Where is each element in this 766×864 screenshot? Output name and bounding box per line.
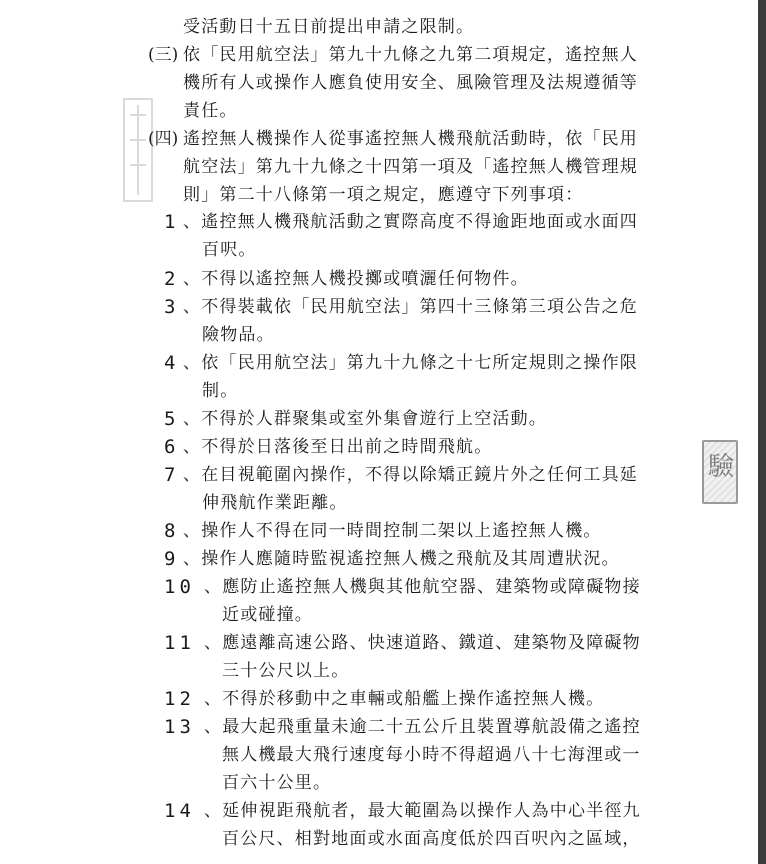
- continuation-text: 制。: [202, 381, 239, 401]
- continuation-text: 無人機最大飛行速度每小時不得超過八十七海浬或一: [222, 745, 641, 765]
- list-item-text: 、應防止遙控無人機與其他航空器、建築物或障礙物接: [204, 577, 641, 597]
- list-item-text: 、不得以遙控無人機投擲或噴灑任何物件。: [183, 269, 529, 289]
- continuation-text: 百六十公里。: [222, 773, 332, 793]
- item-number: 10: [164, 576, 195, 598]
- list-item-text: 、不得於移動中之車輛或船艦上操作遙控無人機。: [204, 689, 605, 709]
- item-number: 4: [164, 352, 176, 374]
- list-item-text: 、不得於日落後至日出前之時間飛航。: [183, 437, 493, 457]
- item-number: 9: [164, 548, 176, 570]
- list-item-text: 遙控無人機操作人從事遙控無人機飛航活動時，依「民用: [183, 129, 638, 149]
- continuation-text: 則」第二十八條第一項之規定，應遵守下列事項：: [183, 185, 584, 205]
- item-number: 3: [164, 296, 176, 318]
- continuation-text: 責任。: [183, 101, 238, 121]
- item-number: 7: [164, 464, 176, 486]
- list-item-text: 、不得於人群聚集或室外集會遊行上空活動。: [183, 409, 547, 429]
- continuation-text: 航空法」第九十九條之十四第一項及「遙控無人機管理規: [183, 157, 638, 177]
- continuation-text: 近或碰撞。: [222, 605, 313, 625]
- list-item-text: 、不得裝載依「民用航空法」第四十三條第三項公告之危: [183, 297, 638, 317]
- page-edge-divider: [758, 0, 766, 864]
- list-item-text: 、遙控無人機飛航活動之實際高度不得逾距地面或水面四: [183, 212, 638, 232]
- continuation-text: 三十公尺以上。: [222, 661, 350, 681]
- item-number: 2: [164, 268, 176, 290]
- continuation-text: 百呎。: [202, 240, 257, 260]
- item-number: 1: [164, 211, 176, 233]
- section-marker: (三): [148, 45, 179, 65]
- item-number: 6: [164, 436, 176, 458]
- item-number: 5: [164, 408, 176, 430]
- faint-watermark: [120, 95, 156, 205]
- list-item-text: 、操作人應隨時監視遙控無人機之飛航及其周遭狀況。: [183, 549, 620, 569]
- item-number: 8: [164, 520, 176, 542]
- verification-seal: [702, 440, 738, 504]
- continuation-text: 險物品。: [202, 325, 275, 345]
- continuation-text: 伸飛航作業距離。: [202, 493, 348, 513]
- item-number: 14: [164, 800, 195, 822]
- item-number: 13: [164, 716, 195, 738]
- section-marker: (四): [148, 129, 179, 149]
- list-item-text: 、延伸視距飛航者，最大範圍為以操作人為中心半徑九: [204, 801, 641, 821]
- item-number: 11: [164, 632, 195, 654]
- list-item-text: 、依「民用航空法」第九十九條之十七所定規則之操作限: [183, 353, 638, 373]
- item-number: 12: [164, 688, 195, 710]
- list-item-text: 、在目視範圍內操作，不得以除矯正鏡片外之任何工具延: [183, 465, 638, 485]
- continuation-text: 百公尺、相對地面或水面高度低於四百呎內之區域，: [222, 829, 641, 849]
- continuation-text: 受活動日十五日前提出申請之限制。: [183, 17, 475, 37]
- list-item-text: 、操作人不得在同一時間控制二架以上遙控無人機。: [183, 521, 602, 541]
- list-item-text: 、最大起飛重量未逾二十五公斤且裝置導航設備之遙控: [204, 717, 641, 737]
- seal-character: 驗: [708, 452, 735, 482]
- continuation-text: 機所有人或操作人應負使用安全、風險管理及法規遵循等: [183, 73, 638, 93]
- list-item-text: 、應遠離高速公路、快速道路、鐵道、建築物及障礙物: [204, 633, 641, 653]
- list-item-text: 依「民用航空法」第九十九條之九第二項規定，遙控無人: [183, 45, 638, 65]
